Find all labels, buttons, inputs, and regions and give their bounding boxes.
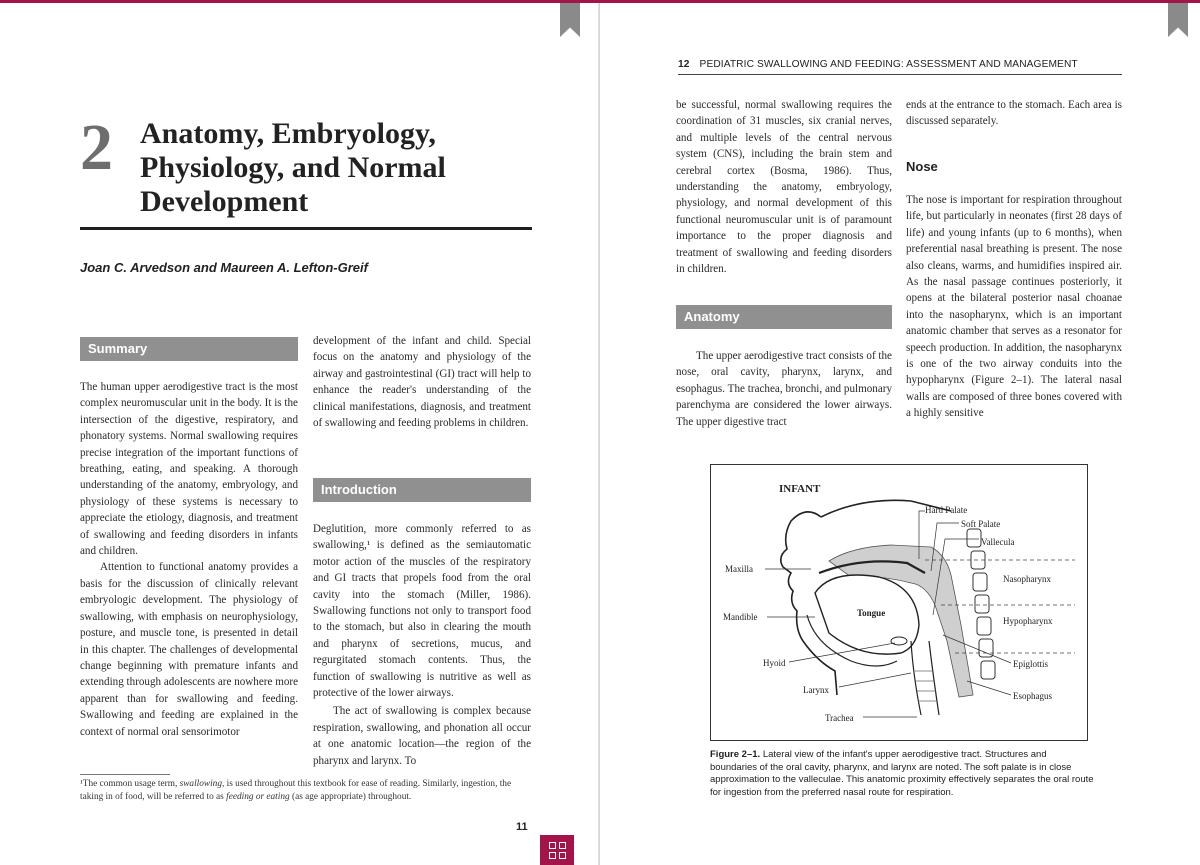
nose-column (906, 192, 1122, 422)
chapter-authors: Joan C. Arvedson and Maureen A. Lefton-Greif (80, 260, 368, 275)
intro-paragraph: The act of swallowing is complex because respiration, swallowing, and phonation all occur at one anatomic location—the region of the pharynx and larynx. To (313, 705, 531, 767)
label-trachea: Trachea (825, 713, 854, 723)
anatomy-figure (710, 464, 1088, 741)
label-epiglottis: Epiglottis (1013, 659, 1049, 669)
label-vallecula: Vallecula (981, 537, 1015, 547)
intro-paragraph: Deglutition, more commonly referred to as swallowing,¹ is defined as the semiautomatic motor action of the muscles of the respiratory and GI tracts that propels food from the oral cavity into the stomach (Miller, 1986). Swallowing functions not only to transport food to the stomach, but also in clearing the mouth and pharynx of secretions, mucus, and regurgitated stomach contents. Thus, the function of swallowing is nutritive as well as protective of the lower airways. (313, 523, 531, 700)
anatomy-paragraph: The upper aerodigestive tract consists of the nose, oral cavity, pharynx, larynx, and esophagus. The trachea, bronchi, and pulmonary parenchyma are considered the lower airways. The upper digestive tract (676, 350, 892, 428)
hyoid-bone (891, 637, 907, 645)
grid-view-icon (549, 842, 566, 859)
grid-view-button[interactable] (540, 835, 574, 865)
label-hyoid: Hyoid (763, 658, 786, 668)
footnote-middle: , is used throughout this textbook for ease of reading. Similarly, ingestion, the taking in of food, will be referred to as (80, 779, 512, 802)
footnote-tail: (as age appropriate) throughout. (289, 792, 412, 802)
nose-heading: Nose (906, 159, 938, 174)
figure-title: INFANT (779, 483, 821, 495)
figure-caption (710, 749, 1096, 799)
page-number-left: 11 (516, 821, 528, 833)
chapter-number: 2 (80, 111, 113, 184)
summary-paragraph: The human upper aerodigestive tract is the most complex neuromuscular unit in the body. It is the intersection of the digestive, respiratory, and phonatory systems. Normal swallowing requires precise integration of the important functions of breathing, eating, and speaking. A thorough understanding of the anatomy, embryology, and physiology of these systems is necessary to appreciate the etiology, diagnosis, and treatment of swallowing and feeding disorders in infants and children. (80, 381, 298, 558)
right-page (600, 3, 1200, 865)
chapter-title: Anatomy, Embryology, Physiology, and Normal Development (140, 117, 446, 218)
summary-column (80, 379, 298, 740)
figure-caption-label: Figure 2–1. (710, 749, 761, 760)
label-esophagus: Esophagus (1013, 691, 1052, 701)
footnote-lead: ¹The common usage term, (80, 779, 180, 789)
right-column-2-top (906, 97, 1122, 130)
trachea-outline (911, 641, 939, 715)
nose-paragraph: The nose is important for respiration throughout life, but particularly in neonates (first 28 days of life) and young infants (up to 6 months), when preferential nasal breathing is present. The nose also cleans, warms, and humidifies inspired air. As the nasal passage continues posteriorly, it opens at the bilateral posterior nasal choanae into the nasopharynx, which is an important anatomic chamber that serves as a resonator for speech production. In addition, the nasopharynx is one of the two airway conduits into the hypopharynx (Figure 2–1). The lateral nasal walls are composed of three bones covered with a highly sensitive (906, 194, 1122, 420)
title-divider (80, 227, 532, 230)
summary-continued-column (313, 333, 531, 431)
footnote-rule (80, 774, 170, 775)
figure-caption-text: Lateral view of the infant's upper aerodigestive tract. Structures and boundaries of the oral cavity, pharynx, and larynx are noted. The soft palate is in close approximation to the valleculae. This anatomic proximity effectively separates the oral route for ingestion from the preferred nasal route for respiration. (710, 749, 1094, 798)
label-nasopharynx: Nasopharynx (1003, 574, 1051, 584)
label-hypopharynx: Hypopharynx (1003, 616, 1053, 626)
introduction-column (313, 521, 531, 769)
left-page (0, 3, 600, 865)
infant-aerodigestive-diagram (711, 465, 1086, 739)
running-head-title: PEDIATRIC SWALLOWING AND FEEDING: ASSESSMENT AND MANAGEMENT (699, 59, 1078, 70)
bookmark-icon[interactable] (1168, 3, 1188, 37)
right-column-1 (676, 97, 892, 277)
label-larynx: Larynx (803, 685, 829, 695)
running-head-rule (678, 74, 1122, 75)
introduction-heading: Introduction (313, 478, 531, 502)
label-mandible: Mandible (723, 612, 758, 622)
anatomy-heading: Anatomy (676, 305, 892, 329)
column-2-intro: ends at the entrance to the stomach. Each area is discussed separately. (906, 99, 1122, 128)
label-soft-palate: Soft Palate (961, 519, 1001, 529)
footnote (80, 778, 532, 804)
footnote-term-swallowing: swallowing (179, 779, 222, 789)
page-number-right: 12 (678, 59, 690, 70)
footnote-term-feeding: feeding or eating (226, 792, 290, 802)
cervical-vertebrae (967, 529, 995, 679)
continued-paragraph: be successful, normal swallowing requires the coordination of 31 muscles, six cranial nerves, and multiple levels of the central nervous system (CNS), including the brain stem and cerebral cortex (Bosma, 1986). Thus, understanding the anatomy, embryology, physiology, and normal development of this functional neuromuscular unit is of paramount importance to the proper diagnosis and treatment of swallowing and feeding disorders in children. (676, 99, 892, 276)
bookmark-icon[interactable] (560, 3, 580, 37)
label-maxilla: Maxilla (725, 564, 753, 574)
summary-heading: Summary (80, 337, 298, 361)
label-tongue: Tongue (857, 608, 886, 618)
running-head (678, 59, 1078, 70)
summary-continued-paragraph: development of the infant and child. Special focus on the anatomy and physiology of the airway and gastrointestinal (GI) tract will help to enhance the reader's understanding of the clinical manifestations, diagnosis, and treatment of swallowing and feeding problems in children. (313, 335, 531, 430)
summary-paragraph: Attention to functional anatomy provides a basis for the discussion of clinically relevant embryologic development. The physiology of swallowing, with emphasis on neurophysiology, posture, and muscle tone, is presented in detail in this chapter. The challenges of developmental change beginning with premature infants and extending through adolescents are nowhere more apparent than for swallowing and feeding. Swallowing and feeding are explained in the context of normal oral sensorimotor (80, 561, 298, 738)
anatomy-column (676, 348, 892, 430)
label-hard-palate: Hard Palate (925, 505, 968, 515)
